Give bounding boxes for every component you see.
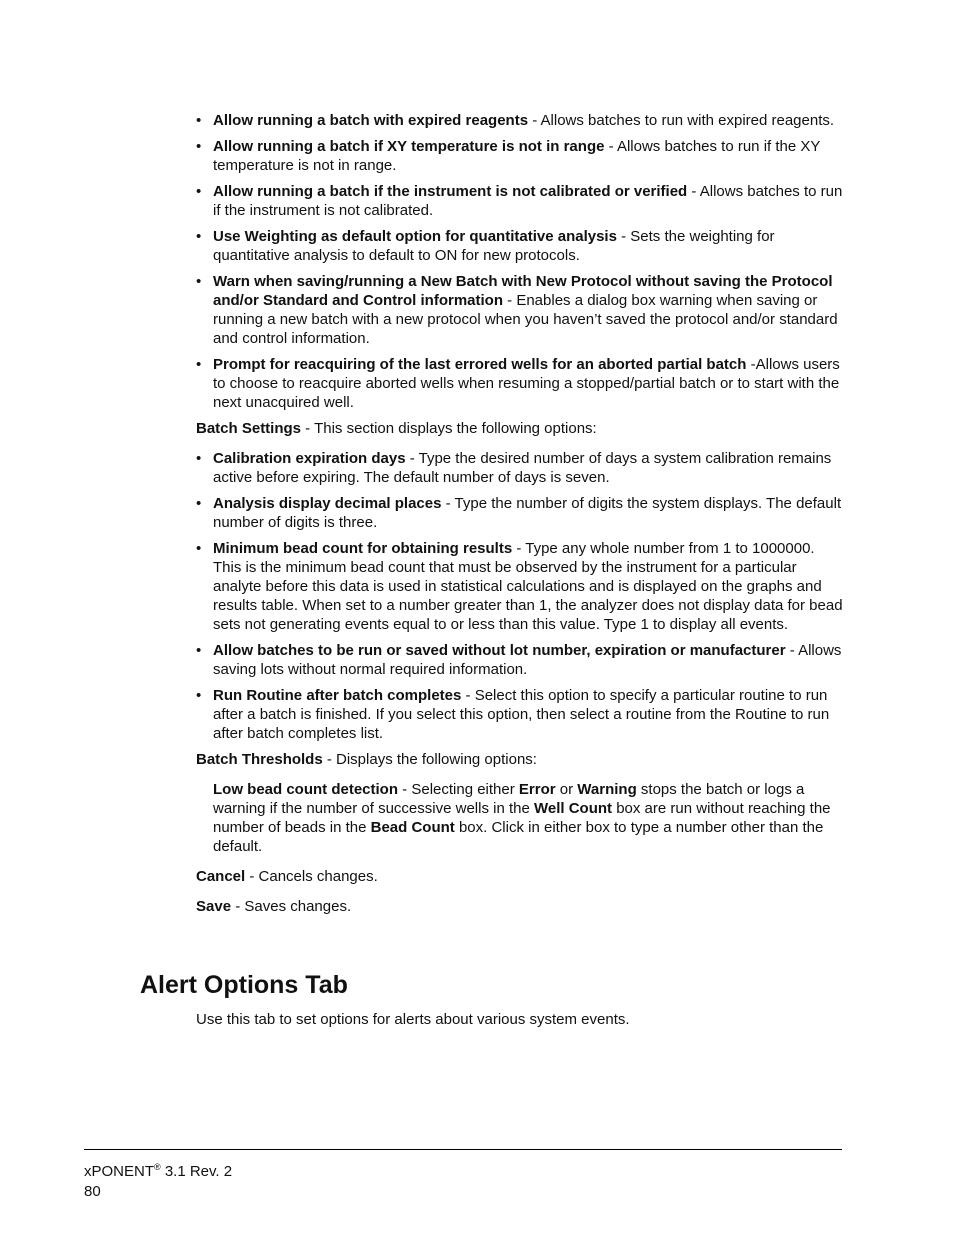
list-item <box>196 686 844 743</box>
option-description: - Type the desired number of days a system calibration remains active before expiring. The default number of days is seven. <box>213 450 832 486</box>
bullet: • <box>196 183 202 200</box>
bullet: • <box>196 495 202 512</box>
bullet: • <box>196 138 202 155</box>
option-name: Allow running a batch if XY temperature is not in range <box>213 138 605 155</box>
list-item <box>196 182 844 220</box>
batch-settings-list <box>196 449 844 743</box>
option-name: Run Routine after batch completes <box>213 687 462 704</box>
option-description: - Enables a dialog box warning when saving or running a new batch with a new protocol when you haven’t saved the protocol and/or standard and control information. <box>213 292 838 347</box>
option-description: - Type the number of digits the system displays. The default number of digits is three. <box>213 495 842 531</box>
low-bead-count-paragraph <box>213 780 844 856</box>
batch-thresholds-heading <box>196 750 844 769</box>
bullet: • <box>196 687 202 704</box>
list-item <box>196 494 844 532</box>
bullet: • <box>196 642 202 659</box>
option-description: - Allows saving lots without normal required information. <box>213 642 842 678</box>
term-well-count: Well Count <box>533 800 613 817</box>
term: Cancel <box>196 868 246 885</box>
bullet: • <box>196 450 202 467</box>
list-item <box>196 355 844 412</box>
term: Save <box>196 898 232 915</box>
list-item <box>196 272 844 348</box>
section-intro: Use this tab to set options for alerts about various system events. <box>196 1011 630 1028</box>
list-item <box>196 539 844 634</box>
page-body <box>196 111 844 927</box>
option-description: -Allows users to choose to reacquire aborted wells when resuming a stopped/partial batch or to start with the next unacquired well. <box>213 356 840 411</box>
list-item <box>196 641 844 679</box>
option-name: Allow batches to be run or saved without lot number, expiration or manufacturer <box>213 642 786 659</box>
option-name: Use Weighting as default option for quantitative analysis <box>213 228 617 245</box>
bullet: • <box>196 273 202 290</box>
term-warning: Warning <box>577 781 637 798</box>
option-name: Allow running a batch if the instrument is not calibrated or verified <box>213 183 688 200</box>
registered-mark: ® <box>154 1162 161 1172</box>
batch-settings-heading <box>196 419 844 438</box>
footer-divider <box>84 1149 842 1150</box>
option-description: - Allows batches to run with expired reagents. <box>528 112 835 129</box>
product-name: xPONENT <box>84 1163 155 1180</box>
option-name: Prompt for reacquiring of the last errored wells for an aborted partial batch <box>213 356 747 373</box>
product-version: 3.1 Rev. 2 <box>160 1163 233 1180</box>
bullet: • <box>196 228 202 245</box>
option-name: Allow running a batch with expired reagents <box>213 112 529 129</box>
term-description: - Displays the following options: <box>322 751 537 768</box>
list-item <box>196 449 844 487</box>
save-description <box>196 897 844 916</box>
term-error: Error <box>518 781 556 798</box>
footer-product <box>84 1162 232 1182</box>
term-description: - Cancels changes. <box>245 868 378 885</box>
section-title: Alert Options Tab <box>140 971 348 999</box>
option-description: - Allows batches to run if the XY temperature is not in range. <box>213 138 821 174</box>
option-name: Calibration expiration days <box>213 450 406 467</box>
term: Low bead count detection <box>213 781 399 798</box>
list-item <box>196 227 844 265</box>
list-item <box>196 137 844 175</box>
option-description: - Sets the weighting for quantitative analysis to default to ON for new protocols. <box>213 228 775 264</box>
option-description: - Select this option to specify a particular routine to run after a batch is finished. If you select this option, then select a routine from the Routine to run after batch completes list. <box>213 687 830 742</box>
bullet: • <box>196 112 202 129</box>
batch-options-list <box>196 111 844 412</box>
text-run: or <box>555 781 578 798</box>
text-run: box are run without reaching the number of beads in the <box>213 800 831 836</box>
text-run: - Selecting either <box>398 781 519 798</box>
page-footer <box>84 1162 232 1202</box>
bullet: • <box>196 356 202 373</box>
term: Batch Thresholds <box>196 751 323 768</box>
text-run: stops the batch or logs a warning if the number of successive wells in the <box>213 781 805 817</box>
option-name: Analysis display decimal places <box>213 495 442 512</box>
term-description: - Saves changes. <box>231 898 352 915</box>
page-number: 80 <box>84 1183 101 1200</box>
option-name: Minimum bead count for obtaining results <box>213 540 513 557</box>
term-description: - This section displays the following options: <box>301 420 597 437</box>
term: Batch Settings <box>196 420 302 437</box>
cancel-description <box>196 867 844 886</box>
term-bead-count: Bead Count <box>370 819 455 836</box>
text-run: box. Click in either box to type a number other than the default. <box>213 819 824 855</box>
bullet: • <box>196 540 202 557</box>
list-item <box>196 111 844 130</box>
option-description: - Type any whole number from 1 to 1000000. This is the minimum bead count that must be observed by the instrument for a particular analyte before this data is used in statistical calculations and is displayed on the graphs and results table. When set to a number greater than 1, the analyzer does not display data for bead sets not generating events equal to or less than this value. Type 1 to display all events. <box>213 540 843 633</box>
option-description: - Allows batches to run if the instrument is not calibrated. <box>213 183 843 219</box>
option-name: Warn when saving/running a New Batch with New Protocol without saving the Protocol and/or Standard and Control information <box>213 273 833 309</box>
